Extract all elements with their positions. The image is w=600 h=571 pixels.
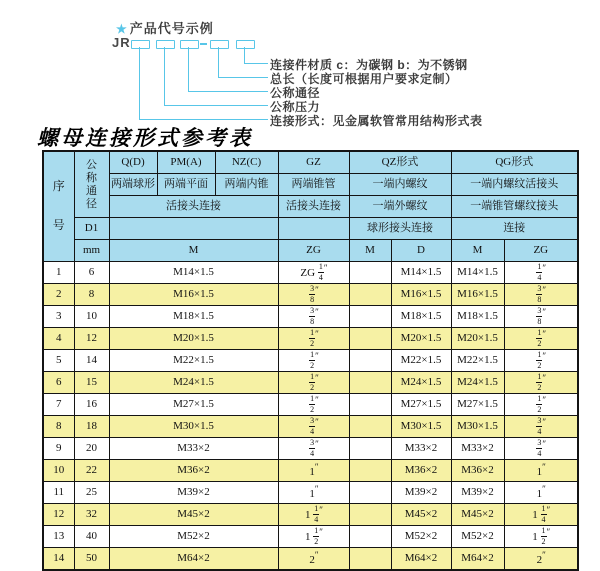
- table-row: [43, 482, 578, 504]
- cell-qz-m: [349, 328, 391, 350]
- cell-qg-m: M45×2: [451, 504, 504, 526]
- connector-line: [139, 47, 268, 120]
- cell-gz: 1″: [278, 460, 349, 482]
- cell-qg-zg: $\frac{1}{2}$ ″: [504, 372, 578, 394]
- cell-qg-zg: 1″: [504, 460, 578, 482]
- header-pm: PM(A): [157, 151, 215, 174]
- cell-dn: 14: [74, 350, 109, 372]
- cell-qg-m: M14×1.5: [451, 262, 504, 284]
- cell-qg-zg: 2″: [504, 548, 578, 571]
- cell-qz-m: [349, 306, 391, 328]
- cell-qz-m: [349, 262, 391, 284]
- cell-gz: 1 $\frac{1}{4}$ ″: [278, 504, 349, 526]
- header-pm-sub: 两端平面: [157, 174, 215, 196]
- cell-qg-m: M39×2: [451, 482, 504, 504]
- header-qg-sub2: 一端锥管螺纹接头: [451, 196, 578, 218]
- cell-qz-d: M18×1.5: [391, 306, 451, 328]
- cell-seq: 5: [43, 350, 74, 372]
- table-row: [43, 328, 578, 350]
- cell-gz: $\frac{3}{4}$ ″: [278, 438, 349, 460]
- cell-gz: $\frac{1}{2}$ ″: [278, 394, 349, 416]
- star-icon: ★: [116, 22, 128, 36]
- cell-dn: 22: [74, 460, 109, 482]
- label-nominal-pressure: 公称压力: [270, 100, 321, 114]
- cell-qz-m: [349, 350, 391, 372]
- product-code-prefix: JR: [112, 35, 131, 50]
- header-qz: QZ形式: [349, 151, 451, 174]
- header-qg-connection: 连接: [451, 218, 578, 240]
- table-row: [43, 460, 578, 482]
- table-body: [43, 262, 578, 571]
- table-row: [43, 350, 578, 372]
- cell-qz-d: M22×1.5: [391, 350, 451, 372]
- cell-dn: 18: [74, 416, 109, 438]
- cell-m: M33×2: [109, 438, 278, 460]
- header-qz-sub2: 一端外螺纹: [349, 196, 451, 218]
- cell-m: M24×1.5: [109, 372, 278, 394]
- cell-qz-m: [349, 526, 391, 548]
- cell-qz-d: M16×1.5: [391, 284, 451, 306]
- cell-qg-zg: $\frac{3}{8}$ ″: [504, 306, 578, 328]
- cell-gz: $\frac{1}{2}$ ″: [278, 350, 349, 372]
- table-row: [43, 262, 578, 284]
- cell-qg-zg: $\frac{1}{2}$ ″: [504, 350, 578, 372]
- cell-gz: $\frac{3}{4}$ ″: [278, 416, 349, 438]
- cell-dn: 40: [74, 526, 109, 548]
- cell-qz-d: M33×2: [391, 438, 451, 460]
- cell-m: M18×1.5: [109, 306, 278, 328]
- header-q: Q(D): [109, 151, 157, 174]
- table-title: 螺母连接形式参考表: [37, 126, 253, 150]
- cell-qz-m: [349, 372, 391, 394]
- cell-qg-zg: $\frac{3}{4}$ ″: [504, 438, 578, 460]
- cell-qz-d: M45×2: [391, 504, 451, 526]
- cell-m: M45×2: [109, 504, 278, 526]
- cell-dn: 10: [74, 306, 109, 328]
- cell-gz: ZG $\frac{1}{4}$ ″: [278, 262, 349, 284]
- cell-qg-m: M30×1.5: [451, 416, 504, 438]
- table-row: [43, 438, 578, 460]
- cell-qg-zg: $\frac{1}{2}$ ″: [504, 328, 578, 350]
- cell-qg-m: M20×1.5: [451, 328, 504, 350]
- label-total-length: 总长（长度可根据用户要求定制）: [270, 72, 458, 86]
- cell-seq: 3: [43, 306, 74, 328]
- cell-qz-d: M30×1.5: [391, 416, 451, 438]
- cell-m: M64×2: [109, 548, 278, 571]
- cell-qz-d: M64×2: [391, 548, 451, 571]
- cell-qz-m: [349, 482, 391, 504]
- product-code-example-title: [116, 18, 214, 37]
- cell-dn: 12: [74, 328, 109, 350]
- cell-qg-m: M36×2: [451, 460, 504, 482]
- cell-qg-zg: 1 $\frac{1}{2}$ ″: [504, 526, 578, 548]
- cell-qz-d: M36×2: [391, 460, 451, 482]
- cell-qg-zg: $\frac{1}{2}$ ″: [504, 394, 578, 416]
- table-row: [43, 526, 578, 548]
- header-qg-sub1: 一端内螺纹活接头: [451, 174, 578, 196]
- header-gz-sub: 两端锥管: [278, 174, 349, 196]
- table-row: [43, 306, 578, 328]
- label-material: 连接件材质 c：为碳钢 b：为不锈钢: [270, 58, 468, 72]
- cell-seq: 10: [43, 460, 74, 482]
- cell-seq: 1: [43, 262, 74, 284]
- header-union-connection: 活接头连接: [109, 196, 278, 218]
- cell-seq: 7: [43, 394, 74, 416]
- cell-qg-zg: 1 $\frac{1}{4}$ ″: [504, 504, 578, 526]
- cell-gz: $\frac{3}{8}$ ″: [278, 284, 349, 306]
- table-header: [43, 151, 578, 262]
- cell-qg-zg: $\frac{3}{4}$ ″: [504, 416, 578, 438]
- cell-dn: 8: [74, 284, 109, 306]
- cell-qg-m: M27×1.5: [451, 394, 504, 416]
- cell-qg-m: M16×1.5: [451, 284, 504, 306]
- cell-seq: 8: [43, 416, 74, 438]
- cell-qz-m: [349, 284, 391, 306]
- table-row: [43, 284, 578, 306]
- header-gz-connection: 活接头连接: [278, 196, 349, 218]
- header-blank: [109, 218, 278, 240]
- cell-qg-zg: $\frac{1}{4}$ ″: [504, 262, 578, 284]
- header-blank: [278, 218, 349, 240]
- cell-m: M27×1.5: [109, 394, 278, 416]
- table-row: [43, 394, 578, 416]
- table-row: [43, 416, 578, 438]
- cell-qz-d: M24×1.5: [391, 372, 451, 394]
- cell-seq: 13: [43, 526, 74, 548]
- cell-qg-m: M18×1.5: [451, 306, 504, 328]
- label-nominal-diameter: 公称通径: [270, 86, 321, 100]
- cell-qg-m: M64×2: [451, 548, 504, 571]
- header-nz-sub: 两端内锥: [215, 174, 278, 196]
- cell-dn: 50: [74, 548, 109, 571]
- header-qz-sub1: 一端内螺纹: [349, 174, 451, 196]
- cell-qz-d: M39×2: [391, 482, 451, 504]
- cell-m: M39×2: [109, 482, 278, 504]
- header-dn: 公 称 通 径: [74, 151, 109, 218]
- cell-gz: 1″: [278, 482, 349, 504]
- cell-seq: 4: [43, 328, 74, 350]
- cell-qz-d: M27×1.5: [391, 394, 451, 416]
- cell-gz: $\frac{3}{8}$ ″: [278, 306, 349, 328]
- cell-seq: 14: [43, 548, 74, 571]
- header-qz-m: M: [349, 240, 391, 262]
- header-mm: mm: [74, 240, 109, 262]
- cell-qg-zg: 1″: [504, 482, 578, 504]
- cell-seq: 2: [43, 284, 74, 306]
- nut-connection-reference-table: [42, 150, 579, 571]
- cell-qz-m: [349, 438, 391, 460]
- header-qz-d: D: [391, 240, 451, 262]
- cell-dn: 15: [74, 372, 109, 394]
- cell-qz-m: [349, 416, 391, 438]
- cell-m: M20×1.5: [109, 328, 278, 350]
- header-qz-connection: 球形接头连接: [349, 218, 451, 240]
- cell-m: M52×2: [109, 526, 278, 548]
- cell-m: M14×1.5: [109, 262, 278, 284]
- header-seq: 序 号: [43, 151, 74, 262]
- header-q-sub: 两端球形: [109, 174, 157, 196]
- cell-qz-m: [349, 504, 391, 526]
- cell-seq: 9: [43, 438, 74, 460]
- cell-qg-m: M52×2: [451, 526, 504, 548]
- cell-qz-d: M20×1.5: [391, 328, 451, 350]
- cell-dn: 20: [74, 438, 109, 460]
- cell-gz: $\frac{1}{2}$ ″: [278, 328, 349, 350]
- cell-qg-m: M33×2: [451, 438, 504, 460]
- header-nz: NZ(C): [215, 151, 278, 174]
- table-row: [43, 504, 578, 526]
- cell-m: M22×1.5: [109, 350, 278, 372]
- cell-gz: 1 $\frac{1}{2}$ ″: [278, 526, 349, 548]
- cell-qg-m: M22×1.5: [451, 350, 504, 372]
- header-qg: QG形式: [451, 151, 578, 174]
- cell-gz: $\frac{1}{2}$ ″: [278, 372, 349, 394]
- cell-dn: 6: [74, 262, 109, 284]
- header-m: M: [109, 240, 278, 262]
- cell-m: M30×1.5: [109, 416, 278, 438]
- cell-gz: 2″: [278, 548, 349, 571]
- header-qg-m: M: [451, 240, 504, 262]
- cell-m: M36×2: [109, 460, 278, 482]
- cell-dn: 25: [74, 482, 109, 504]
- header-zg: ZG: [278, 240, 349, 262]
- header-gz: GZ: [278, 151, 349, 174]
- label-connection-type: 连接形式：见金属软管常用结构形式表: [270, 114, 483, 128]
- cell-dn: 32: [74, 504, 109, 526]
- cell-m: M16×1.5: [109, 284, 278, 306]
- cell-qz-m: [349, 394, 391, 416]
- header-d1: D1: [74, 218, 109, 240]
- cell-qz-d: M14×1.5: [391, 262, 451, 284]
- cell-dn: 16: [74, 394, 109, 416]
- cell-qg-zg: $\frac{3}{8}$ ″: [504, 284, 578, 306]
- cell-qz-d: M52×2: [391, 526, 451, 548]
- code-dash: [200, 43, 207, 45]
- header-qg-zg: ZG: [504, 240, 578, 262]
- cell-seq: 12: [43, 504, 74, 526]
- table-row: [43, 372, 578, 394]
- cell-seq: 11: [43, 482, 74, 504]
- product-code-example-label: 产品代号示例: [129, 21, 214, 36]
- cell-seq: 6: [43, 372, 74, 394]
- cell-qg-m: M24×1.5: [451, 372, 504, 394]
- cell-qz-m: [349, 460, 391, 482]
